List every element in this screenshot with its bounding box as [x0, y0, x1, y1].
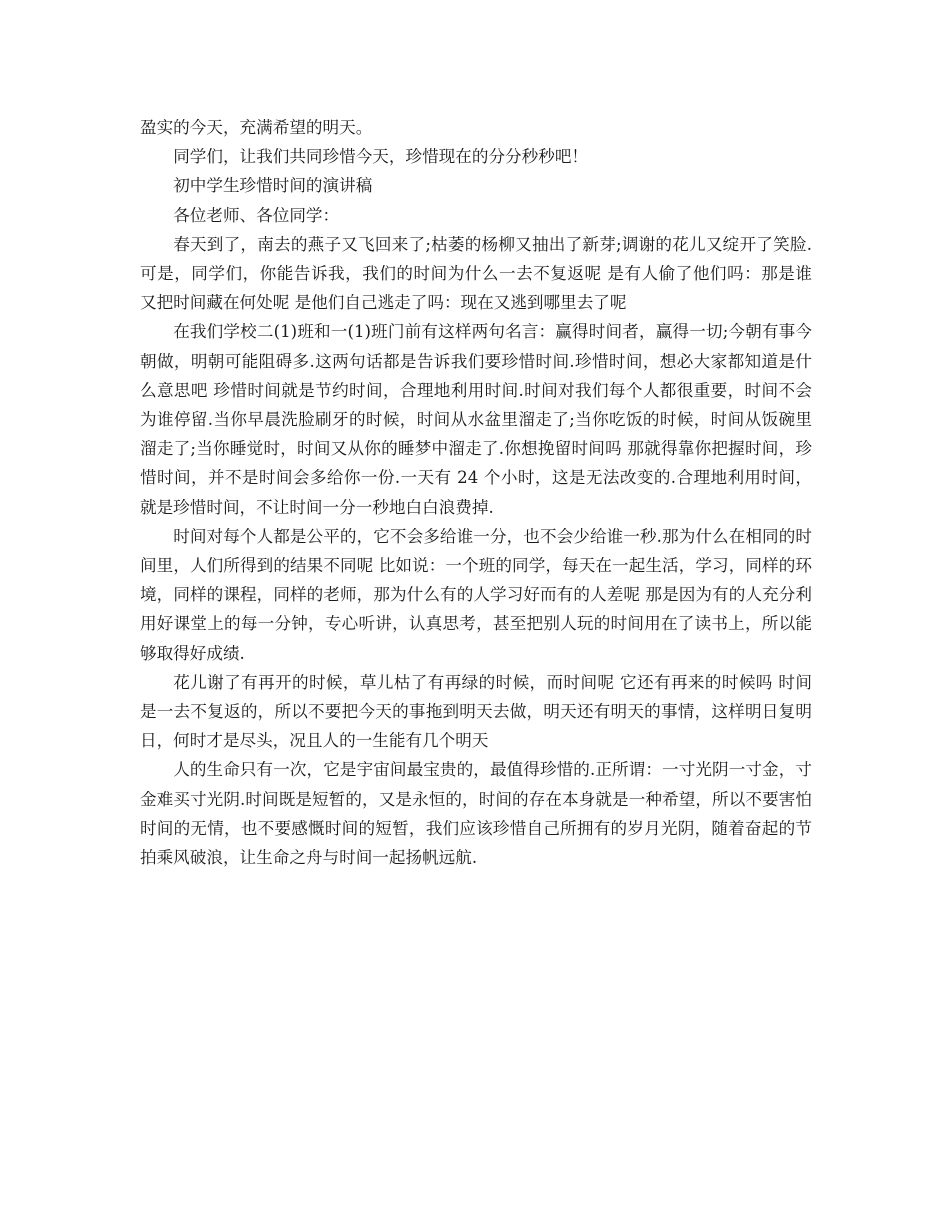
paragraph-8: 花儿谢了有再开的时候，草儿枯了有再绿的时候，而时间呢 它还有再来的时候吗 时间是一去不复返的，所以不要把今天的事拖到明天去做，明天还有明天的事情，这样明日复明日，何时才是尽头，况且人的一生能有几个明天	[140, 672, 812, 751]
salutation: 各位老师、各位同学：	[173, 205, 340, 225]
paragraph-5: 春天到了，南去的燕子又飞回来了;枯萎的杨柳又抽出了新芽;调谢的花儿又绽开了笑脸.可是，同学们，你能告诉我，我们的时间为什么一去不复返呢 是有人偷了他们吗：那是谁 又把时间藏在何处呢 是他们自己逃走了吗：现在又逃到哪里去了呢	[140, 234, 812, 313]
document-body	[140, 113, 812, 872]
paragraph-6: 在我们学校二(1)班和一(1)班门前有这样两句名言：赢得时间者，赢得一切;今朝有事今朝做，明朝可能阻碍多.这两句话都是告诉我们要珍惜时间.珍惜时间，想必大家都知道是什么意思吧 珍惜时间就是节约时间，合理地利用时间.时间对我们每个人都很重要，时间不会为谁停留.当你早晨洗脸刷牙的时候，时间从水盆里溜走了;当你吃饭的时候，时间从饭碗里溜走了;当你睡觉时，时间又从你的睡梦中溜走了.你想挽留时间吗 那就得靠你把握时间，珍惜时间，并不是时间会多给你一份.一天有 24 个小时，这是无法改变的.合理地利用时间，就是珍惜时间，不让时间一分一秒地白白浪费掉.	[140, 322, 812, 517]
speech-title: 初中学生珍惜时间的演讲稿	[173, 176, 373, 196]
paragraph-2: 同学们，让我们共同珍惜今天，珍惜现在的分分秒秒吧！	[173, 147, 589, 167]
paragraph-9: 人的生命只有一次，它是宇宙间最宝贵的，最值得珍惜的.正所谓：一寸光阴一寸金，寸金难买寸光阴.时间既是短暂的，又是永恒的，时间的存在本身就是一种希望，所以不要害怕时间的无情，也不要感慨时间的短暂，我们应该珍惜自己所拥有的岁月光阴，随着奋起的节拍乘风破浪，让生命之舟与时间一起扬帆远航.	[140, 760, 812, 868]
paragraph-7: 时间对每个人都是公平的，它不会多给谁一分，也不会少给谁一秒.那为什么在相同的时间里，人们所得到的结果不同呢 比如说：一个班的同学，每天在一起生活，学习，同样的环境，同样的课程，同样的老师，那为什么有的人学习好而有的人差呢 那是因为有的人充分利用好课堂上的每一分钟，专心听讲，认真思考，甚至把别人玩的时间用在了读书上，所以能够取得好成绩.	[140, 526, 812, 663]
paragraph-1: 盈实的今天，充满希望的明天。	[140, 118, 373, 137]
